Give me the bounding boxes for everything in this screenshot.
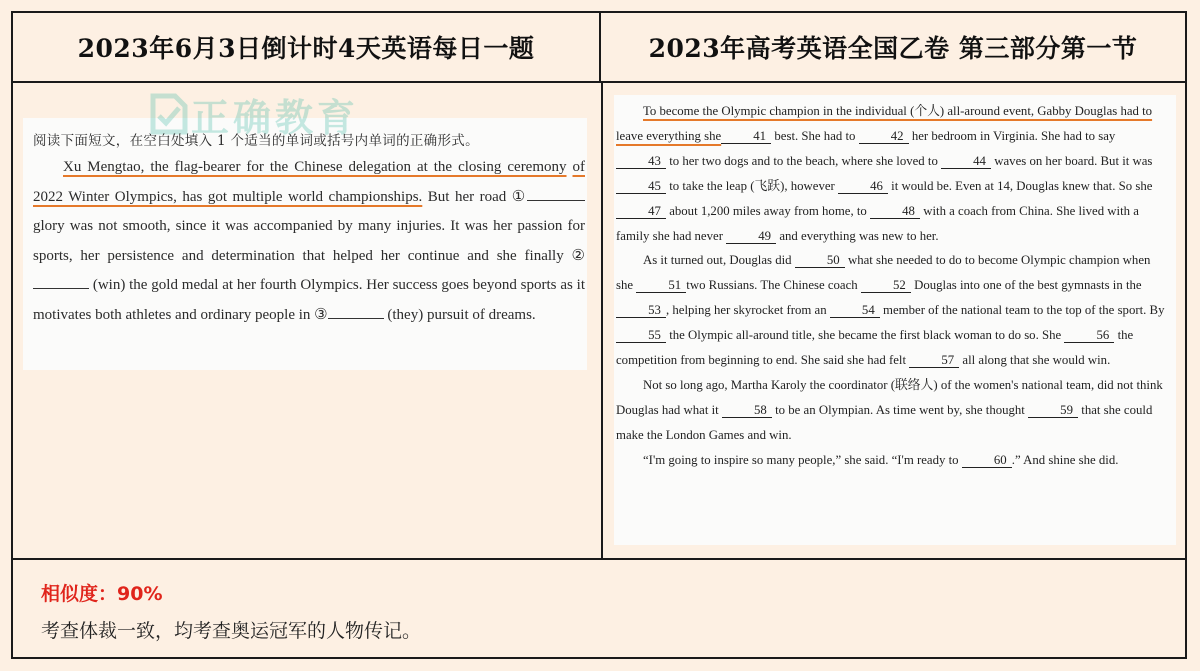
text-segment: what she needed to do to become Olympic champion when she	[616, 253, 1151, 293]
text-segment: , helping her skyrocket from an	[666, 303, 830, 318]
text-segment: the competition from beginning to end. She said she had felt	[616, 328, 1134, 368]
left-paragraph	[33, 153, 585, 330]
text-segment: it would be. Even at 14, Douglas knew that. So she	[887, 178, 1153, 193]
text-segment: member of the national team to the top of the sport. By	[879, 303, 1165, 318]
blank-52: 52	[861, 278, 911, 293]
row-divider	[13, 558, 1185, 560]
text-segment: (they) pursuit of dreams.	[383, 306, 536, 323]
left-header-title: 2023年6月3日倒计时4天英语每日一题	[13, 13, 601, 83]
blank-53: 53	[616, 303, 666, 318]
blank-45: 45	[616, 179, 666, 194]
text-segment: As it turned out, Douglas did	[643, 253, 795, 268]
blank-56: 56	[1064, 328, 1114, 343]
text-segment: best. She had to	[771, 128, 859, 143]
blank-49: 49	[726, 229, 776, 244]
text-segment: Not so long ago, Martha Karoly the coordinator (联络人) of the women's national team, did not think Douglas had what it	[616, 377, 1163, 417]
text-segment: to be an Olympian. As time went by, she thought	[771, 402, 1029, 417]
footer	[41, 579, 421, 643]
similarity-score: 相似度：90%	[41, 583, 163, 605]
text-segment: “I'm going to inspire so many people,” she said. “I'm ready to	[643, 452, 962, 467]
blank-47: 47	[616, 204, 666, 219]
comparison-table	[11, 11, 1187, 659]
right-paragraph-3	[616, 373, 1168, 448]
text-segment: glory was not smooth, since it was accompanied by many injuries. It was her passion for sports, her persistence and determination that helped her continue and she finally ②	[33, 218, 585, 264]
underlined-sentence-a: Xu Mengtao, the flag-bearer for the Chinese delegation at the closing ceremony	[63, 159, 567, 175]
blank-41: 41	[721, 129, 771, 144]
text-segment: with a coach from China. She lived with a family she had never	[616, 203, 1139, 243]
blank-1	[527, 186, 585, 201]
blank-3	[328, 304, 384, 319]
text-segment: to take the leap (飞跃), however	[666, 178, 838, 193]
text-segment: her bedroom in Virginia. She had to say	[908, 128, 1116, 143]
text-segment: that she could make the London Games and win.	[616, 402, 1153, 442]
right-paragraph-2	[616, 248, 1168, 373]
blank-46: 46	[838, 179, 888, 194]
watermark-text: 正确教育	[191, 96, 360, 140]
text-segment: waves on her board. But it was	[991, 153, 1153, 168]
column-divider	[601, 83, 603, 560]
text-segment: But her road ①	[422, 188, 527, 205]
text-segment: and everything was new to her.	[776, 228, 939, 243]
text-segment: to her two dogs and to the beach, where she loved to	[666, 153, 942, 168]
text-segment: about 1,200 miles away from home, to	[666, 203, 871, 218]
right-paragraph-4	[616, 448, 1168, 473]
blank-55: 55	[616, 328, 666, 343]
blank-60: 60	[962, 453, 1012, 468]
blank-58: 58	[722, 403, 772, 418]
blank-2	[33, 274, 89, 289]
left-instruction: 阅读下面短文，在空白处填入 1 个适当的单词或括号内单词的正确形式。	[33, 133, 479, 149]
blank-50: 50	[795, 253, 845, 268]
blank-57: 57	[909, 353, 959, 368]
blank-43: 43	[616, 154, 666, 169]
text-segment: the Olympic all-around title, she became the first black woman to do so. She	[666, 328, 1065, 343]
similarity-note: 考查体裁一致，均考查奥运冠军的人物传记。	[41, 620, 422, 642]
blank-48: 48	[870, 204, 920, 219]
text-segment: .” And shine she did.	[1011, 452, 1119, 467]
text-segment: (win) the gold medal at her fourth Olympics. Her success goes beyond sports as it motivates both athletes and ordinary people in ③	[33, 277, 585, 323]
text-segment: Douglas into one of the best gymnasts in the	[910, 278, 1142, 293]
right-paragraph-1	[616, 99, 1168, 248]
blank-42: 42	[859, 129, 909, 144]
right-passage	[616, 99, 1168, 473]
underlined-sentence-b: of 2022 Winter Olympics, has got multiple world championships.	[33, 159, 585, 205]
text-segment: two Russians. The Chinese coach	[686, 278, 861, 293]
blank-59: 59	[1028, 403, 1078, 418]
text-segment: To become the Olympic champion in the individual (个人) all-around event, Gabby Douglas had to leave everything she	[616, 104, 1153, 143]
blank-54: 54	[830, 303, 880, 318]
left-passage	[33, 129, 585, 330]
right-header-title: 2023年高考英语全国乙卷 第三部分第一节	[601, 13, 1185, 83]
blank-51: 51	[636, 278, 686, 293]
text-segment: all along that she would win.	[959, 353, 1111, 368]
blank-44: 44	[941, 154, 991, 169]
